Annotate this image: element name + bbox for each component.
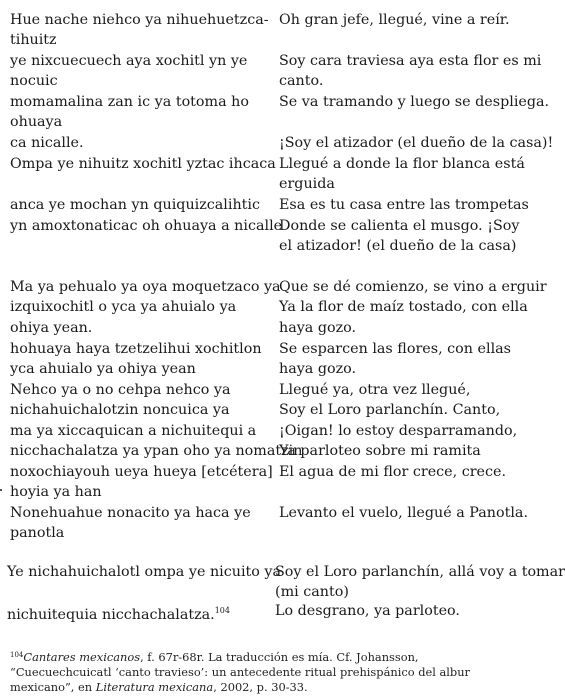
nahuatl-line: hohuaya haya tzetzelihui xochitlon <box>10 341 262 357</box>
spanish-line: (mi canto) <box>275 584 349 600</box>
spanish-line: Donde se calienta el musgo. ¡Soy <box>279 218 520 234</box>
spanish-line: Se esparcen las flores, con ellas <box>279 341 512 357</box>
nahuatl-line: tihuitz <box>10 32 57 48</box>
spanish-line: ¡Oigan! lo estoy desparramando, <box>279 423 518 439</box>
nahuatl-line: panotla <box>10 525 65 541</box>
spanish-line: Ya parloteo sobre mi ramita <box>279 443 481 459</box>
nahuatl-line: ohuaya <box>10 114 63 130</box>
spanish-line: El agua de mi flor crece, crece. <box>279 464 507 480</box>
spanish-line: Esa es tu casa entre las trompetas <box>279 197 529 213</box>
spanish-line: Soy cara traviesa aya esta flor es mi <box>279 53 542 69</box>
footnote-source-title: Cantares mexicanos <box>23 650 141 664</box>
margin-mark <box>0 489 2 491</box>
spanish-line: Ya la flor de maíz tostado, con ella <box>279 299 528 315</box>
footnote-number: 104 <box>10 651 24 659</box>
nahuatl-line-text: nichuitequia nicchachalatza. <box>7 607 215 623</box>
nahuatl-line: yca ahuialo ya ohiya yean <box>10 361 196 377</box>
nahuatl-line: momamalina zan ic ya totoma ho <box>10 94 249 110</box>
nahuatl-line: ohiya yean. <box>10 320 93 336</box>
spanish-line: Levanto el vuelo, llegué a Panotla. <box>279 505 528 521</box>
footnote-journal: Literatura mexicana <box>95 680 214 694</box>
spanish-line: Soy el Loro parlanchín, allá voy a tomar <box>275 564 565 580</box>
nahuatl-line: hoyia ya han <box>10 484 102 500</box>
nahuatl-line: ye nixcuecuech aya xochitl yn ye <box>10 53 248 69</box>
nahuatl-line: Hue nache niehco ya nihuehuetzca- <box>10 12 269 28</box>
nahuatl-line <box>7 601 230 625</box>
nahuatl-line: Nehco ya o no cehpa nehco ya <box>10 382 231 398</box>
spanish-line: Llegué ya, otra vez llegué, <box>279 382 471 398</box>
nahuatl-line: anca ye mochan yn quiquizcalihtic <box>10 197 260 213</box>
spanish-line: erguida <box>279 176 335 192</box>
spanish-line: Lo desgrano, ya parloteo. <box>275 603 460 619</box>
nahuatl-line: yn amoxtonaticac oh ohuaya a nicalle <box>10 218 283 234</box>
nahuatl-line: nocuic <box>10 73 58 89</box>
footnote-text: , f. 67r-68r. La traducción es mía. Cf. Johansson, “Cuecuechcuicatl ‘canto travieso’: un antecedente ritual prehispánico del albur mexicano”, en <box>10 650 471 694</box>
spanish-line: canto. <box>279 73 324 89</box>
footnote-reference[interactable]: 104 <box>214 606 230 615</box>
spanish-line: Que se dé comienzo, se vino a erguir <box>279 279 547 295</box>
nahuatl-line: Nonehuahue nonacito ya haca ye <box>10 505 251 521</box>
nahuatl-line: noxochiayouh ueya hueya [etcétera] <box>10 464 273 480</box>
spanish-line: Oh gran jefe, llegué, vine a reír. <box>279 12 510 28</box>
spanish-line: Soy el Loro parlanchín. Canto, <box>279 402 501 418</box>
nahuatl-line: Ompa ye nihuitz xochitl yztac ihcaca <box>10 156 276 172</box>
spanish-line: haya gozo. <box>279 320 357 336</box>
nahuatl-line: nichahuichalotzin noncuica ya <box>10 402 230 418</box>
nahuatl-line: Ye nichahuichalotl ompa ye nicuito ya <box>7 564 282 580</box>
nahuatl-line: izquixochitl o yca ya ahuialo ya <box>10 299 237 315</box>
nahuatl-line: Ma ya pehualo ya oya moquetzaco ya <box>10 279 281 295</box>
spanish-line: ¡Soy el atizador (el dueño de la casa)! <box>279 135 554 151</box>
spanish-line: el atizador! (el dueño de la casa) <box>279 238 517 254</box>
footnote-text-end: , 2002, p. 30-33. <box>213 680 308 694</box>
spanish-line: Llegué a donde la flor blanca está <box>279 156 525 172</box>
nahuatl-line: nicchachalatza ya ypan oho ya nomatzin <box>10 443 303 459</box>
spanish-line: haya gozo. <box>279 361 357 377</box>
nahuatl-line: ma ya xiccaquican a nichuitequi a <box>10 423 257 439</box>
spanish-line: Se va tramando y luego se despliega. <box>279 94 550 110</box>
nahuatl-line: ca nicalle. <box>10 135 84 151</box>
footnote <box>10 648 520 695</box>
